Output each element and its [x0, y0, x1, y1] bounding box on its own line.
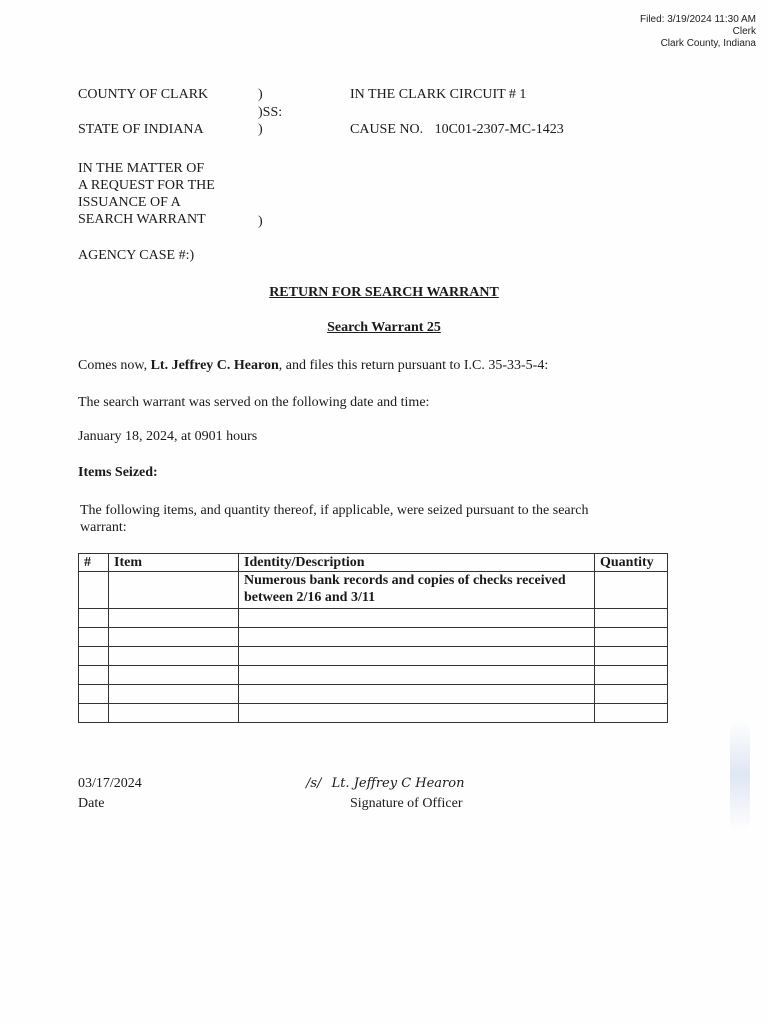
agency-case: AGENCY CASE #:) [78, 248, 195, 263]
cell-item [109, 609, 239, 628]
intro-prefix: Comes now, [78, 358, 151, 373]
cell-number [79, 685, 109, 704]
cell-quantity [595, 647, 668, 666]
cell-quantity [595, 704, 668, 723]
cell-quantity [595, 666, 668, 685]
cell-item [109, 685, 239, 704]
date-label: Date [78, 796, 105, 811]
cell-quantity [595, 685, 668, 704]
col-description-header: Identity/Description [239, 554, 595, 572]
table-row [79, 685, 668, 704]
cell-quantity [595, 609, 668, 628]
table-header-row [79, 554, 668, 572]
state-label: STATE OF INDIANA [78, 122, 204, 137]
filing-stamp-clerk: Clerk [732, 26, 756, 37]
table-row [79, 704, 668, 723]
scan-smudge [730, 720, 750, 830]
filing-stamp [640, 14, 756, 50]
col-quantity-header: Quantity [595, 554, 668, 572]
served-date: January 18, 2024, at 0901 hours [78, 429, 258, 444]
cell-number [79, 666, 109, 685]
filing-stamp-county: Clark County, Indiana [660, 38, 756, 49]
items-seized-table [78, 553, 668, 723]
matter-line: SEARCH WARRANT [78, 212, 206, 227]
cell-description: Numerous bank records and copies of checks received between 2/16 and 3/11 [239, 572, 595, 609]
signature-name: Lt. Jeffrey C Hearon [331, 776, 465, 791]
caption-paren-3: ) [258, 214, 263, 229]
county-label: COUNTY OF CLARK [78, 87, 209, 102]
table-row [79, 572, 668, 609]
signature-prefix: /s/ [306, 776, 322, 791]
cell-description [239, 685, 595, 704]
caption-paren-1: ) [258, 87, 263, 102]
intro-paragraph [78, 358, 548, 374]
cell-item [109, 666, 239, 685]
table-row [79, 647, 668, 666]
cell-item [109, 647, 239, 666]
items-heading: Items Seized: [78, 465, 158, 480]
cause-label: CAUSE NO. [350, 122, 424, 137]
cell-item [109, 572, 239, 609]
table-row [79, 609, 668, 628]
table-row [79, 666, 668, 685]
served-text: The search warrant was served on the following date and time: [78, 395, 430, 410]
cell-number [79, 704, 109, 723]
cell-description [239, 704, 595, 723]
col-item-header: Item [109, 554, 239, 572]
cell-number [79, 572, 109, 609]
col-number-header: # [79, 554, 109, 572]
court-name: IN THE CLARK CIRCUIT # 1 [350, 87, 527, 102]
filing-stamp-date: Filed: 3/19/2024 11:30 AM [639, 14, 756, 25]
caption-paren-2: ) [258, 122, 263, 137]
cell-number [79, 609, 109, 628]
cell-item [109, 704, 239, 723]
intro-suffix: , and files this return pursuant to I.C. 35-33-5-4: [278, 358, 549, 373]
cell-description [239, 666, 595, 685]
items-intro-line: warrant: [80, 520, 127, 535]
cell-number [79, 628, 109, 647]
cell-description [239, 609, 595, 628]
cell-description [239, 628, 595, 647]
items-intro-line: The following items, and quantity thereof, if applicable, were seized pursuant to the search [80, 503, 589, 518]
matter-line: A REQUEST FOR THE [78, 178, 215, 193]
cell-number [79, 647, 109, 666]
document-title: RETURN FOR SEARCH WARRANT [269, 285, 499, 300]
cell-quantity [595, 628, 668, 647]
officer-signature [306, 776, 464, 791]
signing-date: 03/17/2024 [78, 776, 142, 791]
cell-quantity [595, 572, 668, 609]
document-subtitle: Search Warrant 25 [327, 320, 441, 335]
cause-value: 10C01-2307-MC-1423 [434, 122, 564, 137]
cell-description [239, 647, 595, 666]
cell-item [109, 628, 239, 647]
cause-number [350, 122, 564, 138]
caption-ss: )SS: [258, 105, 283, 120]
table-row [79, 628, 668, 647]
officer-name: Lt. Jeffrey C. Hearon [150, 358, 279, 373]
matter-block [78, 160, 215, 228]
signature-label: Signature of Officer [350, 796, 463, 811]
items-intro [80, 502, 589, 536]
matter-line: IN THE MATTER OF [78, 161, 205, 176]
matter-line: ISSUANCE OF A [78, 195, 181, 210]
